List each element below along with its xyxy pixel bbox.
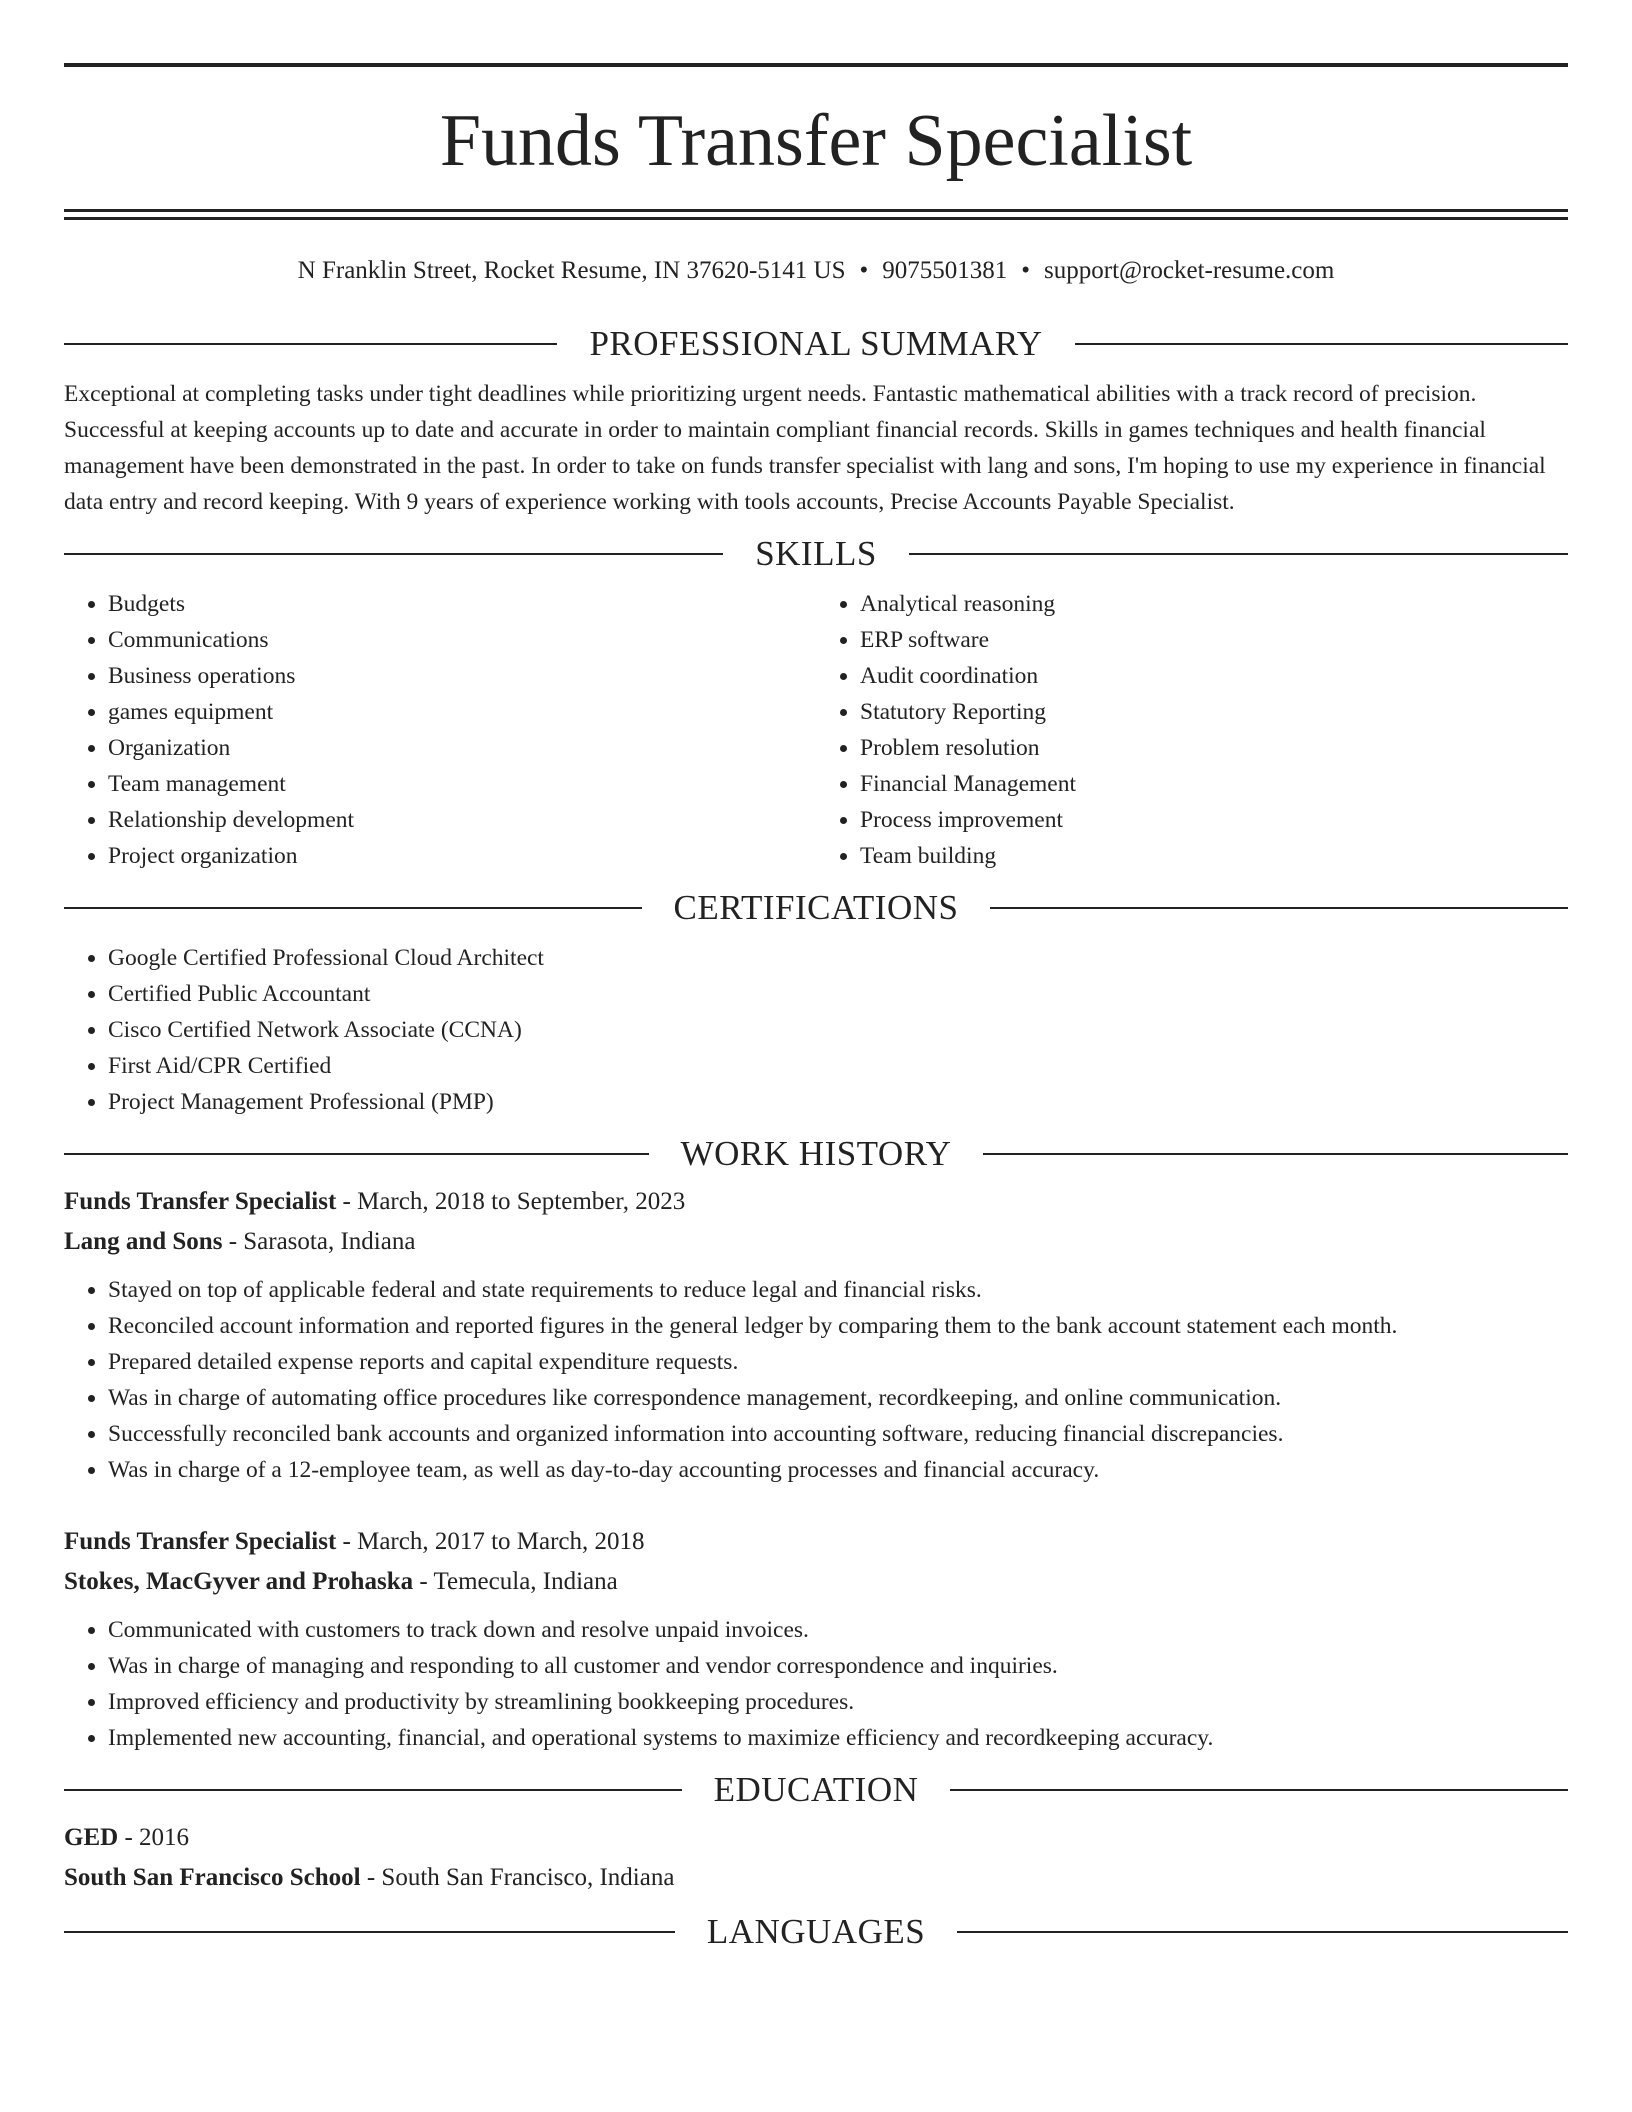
job-bullets: [64, 1612, 1568, 1756]
job-entry: [64, 1522, 1568, 1756]
section-title: SKILLS: [755, 534, 877, 573]
resume-title: Funds Transfer Specialist: [439, 100, 1193, 182]
company-line: [64, 1562, 1568, 1602]
section-header-education: [64, 1770, 1568, 1810]
section-header-skills: [64, 534, 1568, 574]
list-item: • Problem resolution: [860, 730, 1568, 766]
list-item: • Cisco Certified Network Associate (CCNA): [108, 1012, 1568, 1048]
separator-dot: •: [1021, 257, 1031, 284]
list-item: • Relationship development: [108, 802, 816, 838]
list-item: • Stayed on top of applicable federal and state requirements to reduce legal and financial risks.: [108, 1272, 1568, 1308]
degree-line: [64, 1818, 1568, 1858]
company-name: Lang and Sons: [64, 1228, 223, 1255]
section-title: LANGUAGES: [706, 1912, 926, 1951]
job-title-line: [64, 1182, 1568, 1222]
list-item: • Process improvement: [860, 802, 1568, 838]
job-title-line: [64, 1522, 1568, 1562]
top-rule: [64, 63, 1568, 67]
list-item: • Successfully reconciled bank accounts and organized information into accounting software, reducing financial discrepancies.: [108, 1416, 1568, 1452]
school-line: [64, 1858, 1568, 1898]
list-item: • Project organization: [108, 838, 816, 874]
job-dates: - March, 2017 to March, 2018: [336, 1528, 645, 1555]
list-item: • Team building: [860, 838, 1568, 874]
phone: 9075501381: [882, 257, 1008, 284]
list-item: • Was in charge of automating office procedures like correspondence management, recordkeeping, and online communication.: [108, 1380, 1568, 1416]
list-item: • Analytical reasoning: [860, 586, 1568, 622]
school-name: South San Francisco School: [64, 1864, 361, 1891]
header-rule: [957, 1931, 1568, 1933]
list-item: • Financial Management: [860, 766, 1568, 802]
header-rule: [990, 907, 1568, 909]
certifications-list: [64, 940, 1568, 1120]
header-rule: [983, 1153, 1568, 1155]
header-rule: [64, 343, 557, 345]
list-item: • Audit coordination: [860, 658, 1568, 694]
section-header-languages: [64, 1912, 1568, 1952]
company-location: - Sarasota, Indiana: [222, 1228, 416, 1255]
header-rule: [64, 553, 723, 555]
list-item: • First Aid/CPR Certified: [108, 1048, 1568, 1084]
school-location: - South San Francisco, Indiana: [360, 1864, 675, 1891]
skills-list-left: [64, 586, 816, 874]
title-double-rule: [64, 209, 1568, 220]
list-item: • Prepared detailed expense reports and capital expenditure requests.: [108, 1344, 1568, 1380]
header-rule: [909, 553, 1568, 555]
company-location: - Temecula, Indiana: [413, 1568, 618, 1595]
degree: GED: [64, 1824, 119, 1851]
section-header-work: [64, 1134, 1568, 1174]
list-item: • Communications: [108, 622, 816, 658]
list-item: • Team management: [108, 766, 816, 802]
section-title: PROFESSIONAL SUMMARY: [589, 324, 1043, 363]
degree-year: - 2016: [118, 1824, 190, 1851]
company-name: Stokes, MacGyver and Prohaska: [64, 1568, 414, 1595]
section-title: WORK HISTORY: [680, 1134, 952, 1173]
section-header-certifications: [64, 888, 1568, 928]
list-item: • Implemented new accounting, financial, and operational systems to maximize efficiency and recordkeeping accuracy.: [108, 1720, 1568, 1756]
list-item: • Google Certified Professional Cloud Architect: [108, 940, 1568, 976]
header-rule: [1075, 343, 1568, 345]
address: N Franklin Street, Rocket Resume, IN 37620-5141 US: [297, 257, 846, 284]
list-item: • Budgets: [108, 586, 816, 622]
skills-columns: [64, 586, 1568, 874]
list-item: • Reconciled account information and reported figures in the general ledger by comparing them to the bank account statement each month.: [108, 1308, 1568, 1344]
section-header-summary: [64, 324, 1568, 364]
list-item: • Improved efficiency and productivity by streamlining bookkeeping procedures.: [108, 1684, 1568, 1720]
contact-line: [64, 254, 1568, 288]
job-dates: - March, 2018 to September, 2023: [336, 1188, 686, 1215]
list-item: • Business operations: [108, 658, 816, 694]
list-item: • Communicated with customers to track down and resolve unpaid invoices.: [108, 1612, 1568, 1648]
header-rule: [950, 1789, 1568, 1791]
list-item: • ERP software: [860, 622, 1568, 658]
separator-dot: •: [859, 257, 869, 284]
section-title: CERTIFICATIONS: [673, 888, 959, 927]
header-rule: [64, 1153, 649, 1155]
section-title: EDUCATION: [713, 1770, 919, 1809]
list-item: • games equipment: [108, 694, 816, 730]
skills-list-right: [816, 586, 1568, 874]
list-item: • Certified Public Accountant: [108, 976, 1568, 1012]
job-title: Funds Transfer Specialist: [64, 1188, 337, 1215]
list-item: • Organization: [108, 730, 816, 766]
job-title: Funds Transfer Specialist: [64, 1528, 337, 1555]
email: support@rocket-resume.com: [1044, 257, 1335, 284]
list-item: • Was in charge of managing and responding to all customer and vendor correspondence and inquiries.: [108, 1648, 1568, 1684]
list-item: • Statutory Reporting: [860, 694, 1568, 730]
job-bullets: [64, 1272, 1568, 1488]
list-item: • Project Management Professional (PMP): [108, 1084, 1568, 1120]
header-rule: [64, 1789, 682, 1791]
job-entry: [64, 1182, 1568, 1488]
summary-text: Exceptional at completing tasks under tight deadlines while prioritizing urgent needs. Fantastic mathematical abilities with a track record of precision. Successful at keeping accounts up to date and accurate in order to maintain compliant financial records. Skills in games techniques and health financial management have been demonstrated in the past. In order to take on funds transfer specialist with lang and sons, I'm hoping to use my experience in financial data entry and record keeping. With 9 years of experience working with tools accounts, Precise Accounts Payable Specialist.: [64, 381, 1546, 515]
header-rule: [64, 907, 642, 909]
company-line: [64, 1222, 1568, 1262]
list-item: • Was in charge of a 12-employee team, as well as day-to-day accounting processes and financial accuracy.: [108, 1452, 1568, 1488]
education-entry: [64, 1818, 1568, 1898]
header-rule: [64, 1931, 675, 1933]
resume-content: [64, 63, 1568, 1952]
